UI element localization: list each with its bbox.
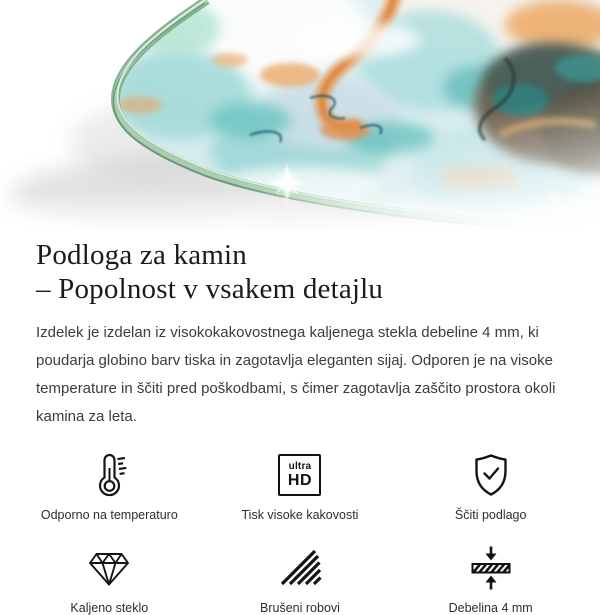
page-title-line2: – Popolnost v vsakem detajlu	[36, 273, 384, 305]
thickness-icon	[469, 544, 513, 592]
feature-polished-edges	[205, 544, 396, 615]
feature-label: Kaljeno steklo	[70, 601, 149, 615]
feature-thickness	[395, 544, 586, 615]
feature-label: Brušeni robovi	[260, 601, 340, 615]
product-info-section	[0, 238, 600, 615]
ultra-hd-text-big: HD	[287, 471, 313, 489]
ultra-hd-text-small: ultra	[288, 460, 312, 472]
features-grid	[14, 451, 586, 615]
product-hero-image	[0, 0, 600, 232]
feature-print-quality	[205, 451, 396, 522]
page-title-line1: Podloga za kamin	[36, 239, 247, 271]
shield-check-icon	[469, 451, 513, 499]
feature-label: Odporno na temperaturo	[40, 508, 178, 522]
feature-label: Ščiti podlago	[454, 508, 527, 522]
feature-temperature-resistant	[14, 451, 205, 522]
thermometer-icon	[87, 451, 131, 499]
feature-protects-surface	[395, 451, 586, 522]
glass-panel-photo	[0, 0, 600, 232]
feature-label: Tisk visoke kakovosti	[241, 508, 359, 522]
diamond-icon	[86, 544, 132, 592]
feature-label: Debelina 4 mm	[448, 601, 533, 615]
fade-overlay-bottom	[0, 0, 600, 232]
ultra-hd-icon	[278, 451, 321, 499]
page-title	[36, 238, 564, 306]
bevel-edges-icon	[278, 544, 322, 592]
product-description: Izdelek je izdelan iz visokokakovostnega kaljenega stekla debeline 4 mm, ki poudarja globino barv tiska in zagotavlja eleganten sijaj. Odporen je na visoke temperature in ščiti pred poškodbami, s čimer zagotavlja zaščito prostora okoli kamina za leta.	[36, 324, 556, 425]
feature-tempered-glass	[14, 544, 205, 615]
